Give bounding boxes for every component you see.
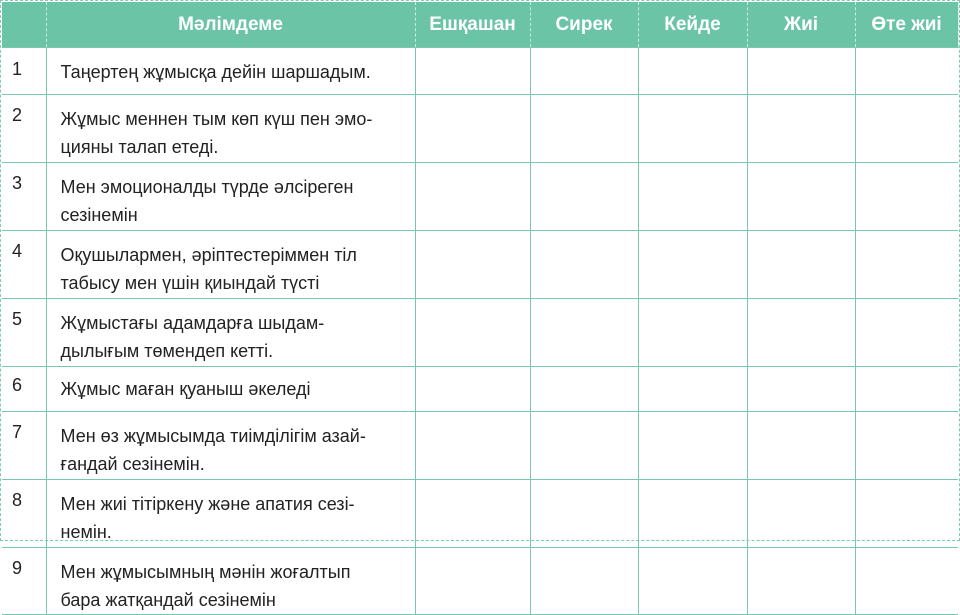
statement-line: сезінемін bbox=[60, 205, 138, 225]
statement-line: Мен жиі тітіркену және апатия сезі- bbox=[60, 494, 355, 514]
statement-line: Мен эмоционалды түрде әлсіреген bbox=[60, 177, 354, 197]
statement-cell bbox=[46, 367, 415, 412]
answer-cell-rarely[interactable] bbox=[530, 548, 638, 615]
statement-line: Жұмыс меннен тым көп күш пен эмо- bbox=[60, 109, 373, 129]
header-number bbox=[2, 2, 46, 48]
answer-cell-never[interactable] bbox=[415, 163, 530, 231]
answer-cell-rarely[interactable] bbox=[530, 48, 638, 95]
answer-cell-rarely[interactable] bbox=[530, 412, 638, 480]
answer-cell-often[interactable] bbox=[747, 299, 855, 367]
statement-line: ғандай сезінемін. bbox=[60, 454, 205, 474]
answer-cell-rarely[interactable] bbox=[530, 367, 638, 412]
row-number: 1 bbox=[2, 48, 46, 95]
statement-line: Мен жұмысымның мәнін жоғалтып bbox=[60, 562, 351, 582]
statement-cell bbox=[46, 548, 415, 615]
answer-cell-rarely[interactable] bbox=[530, 299, 638, 367]
answer-cell-very-often[interactable] bbox=[855, 231, 958, 299]
answer-cell-often[interactable] bbox=[747, 48, 855, 95]
row-number: 7 bbox=[2, 412, 46, 480]
header-rarely: Сирек bbox=[530, 2, 638, 48]
answer-cell-often[interactable] bbox=[747, 367, 855, 412]
answer-cell-never[interactable] bbox=[415, 367, 530, 412]
table-row bbox=[2, 95, 958, 163]
answer-cell-never[interactable] bbox=[415, 412, 530, 480]
statement-line: бара жатқандай сезінемін bbox=[60, 590, 276, 610]
answer-cell-often[interactable] bbox=[747, 163, 855, 231]
answer-cell-sometimes[interactable] bbox=[638, 367, 747, 412]
statement-cell bbox=[46, 412, 415, 480]
answer-cell-rarely[interactable] bbox=[530, 480, 638, 548]
answer-cell-very-often[interactable] bbox=[855, 48, 958, 95]
answer-cell-sometimes[interactable] bbox=[638, 48, 747, 95]
answer-cell-never[interactable] bbox=[415, 548, 530, 615]
survey-table bbox=[2, 2, 959, 615]
statement-cell bbox=[46, 231, 415, 299]
statement-line: Оқушылармен, әріптестеріммен тіл bbox=[60, 245, 357, 265]
table-row bbox=[2, 163, 958, 231]
answer-cell-very-often[interactable] bbox=[855, 412, 958, 480]
answer-cell-very-often[interactable] bbox=[855, 95, 958, 163]
table-row bbox=[2, 548, 958, 615]
answer-cell-sometimes[interactable] bbox=[638, 163, 747, 231]
statement-line: цияны талап етеді. bbox=[60, 137, 219, 157]
statement-cell bbox=[46, 95, 415, 163]
statement-cell bbox=[46, 480, 415, 548]
header-row bbox=[2, 2, 958, 48]
answer-cell-never[interactable] bbox=[415, 299, 530, 367]
row-number: 2 bbox=[2, 95, 46, 163]
answer-cell-never[interactable] bbox=[415, 95, 530, 163]
statement-line: Жұмыстағы адамдарға шыдам- bbox=[60, 313, 325, 333]
answer-cell-never[interactable] bbox=[415, 231, 530, 299]
answer-cell-rarely[interactable] bbox=[530, 95, 638, 163]
statement-cell bbox=[46, 163, 415, 231]
statement-line: табысу мен үшін қиындай түсті bbox=[60, 273, 320, 293]
answer-cell-sometimes[interactable] bbox=[638, 412, 747, 480]
header-often: Жиі bbox=[747, 2, 855, 48]
statement-cell bbox=[46, 48, 415, 95]
statement-line: Жұмыс маған қуаныш әкеледі bbox=[60, 379, 311, 399]
statement-line: немін. bbox=[60, 522, 112, 542]
answer-cell-sometimes[interactable] bbox=[638, 231, 747, 299]
answer-cell-very-often[interactable] bbox=[855, 299, 958, 367]
answer-cell-never[interactable] bbox=[415, 480, 530, 548]
answer-cell-sometimes[interactable] bbox=[638, 95, 747, 163]
header-sometimes: Кейде bbox=[638, 2, 747, 48]
answer-cell-sometimes[interactable] bbox=[638, 480, 747, 548]
answer-cell-sometimes[interactable] bbox=[638, 548, 747, 615]
answer-cell-very-often[interactable] bbox=[855, 163, 958, 231]
answer-cell-very-often[interactable] bbox=[855, 480, 958, 548]
row-number: 6 bbox=[2, 367, 46, 412]
header-very-often: Өте жиі bbox=[855, 2, 958, 48]
table-row bbox=[2, 412, 958, 480]
statement-line: Мен өз жұмысымда тиімділігім азай- bbox=[60, 426, 366, 446]
statement-line: дылығым төмендеп кетті. bbox=[60, 341, 274, 361]
row-number: 9 bbox=[2, 548, 46, 615]
table-row bbox=[2, 367, 958, 412]
row-number: 3 bbox=[2, 163, 46, 231]
answer-cell-very-often[interactable] bbox=[855, 367, 958, 412]
row-number: 4 bbox=[2, 231, 46, 299]
table-row bbox=[2, 480, 958, 548]
table-row bbox=[2, 231, 958, 299]
header-statement: Мәлімдеме bbox=[46, 2, 415, 48]
statement-line: Таңертең жұмысқа дейін шаршадым. bbox=[60, 62, 371, 82]
answer-cell-often[interactable] bbox=[747, 412, 855, 480]
header-never: Ешқашан bbox=[415, 2, 530, 48]
row-number: 5 bbox=[2, 299, 46, 367]
answer-cell-often[interactable] bbox=[747, 231, 855, 299]
answer-cell-never[interactable] bbox=[415, 48, 530, 95]
answer-cell-rarely[interactable] bbox=[530, 163, 638, 231]
answer-cell-rarely[interactable] bbox=[530, 231, 638, 299]
table-row bbox=[2, 299, 958, 367]
table-row bbox=[2, 48, 958, 95]
answer-cell-often[interactable] bbox=[747, 480, 855, 548]
answer-cell-often[interactable] bbox=[747, 548, 855, 615]
answer-cell-very-often[interactable] bbox=[855, 548, 958, 615]
answer-cell-sometimes[interactable] bbox=[638, 299, 747, 367]
statement-cell bbox=[46, 299, 415, 367]
row-number: 8 bbox=[2, 480, 46, 548]
answer-cell-often[interactable] bbox=[747, 95, 855, 163]
